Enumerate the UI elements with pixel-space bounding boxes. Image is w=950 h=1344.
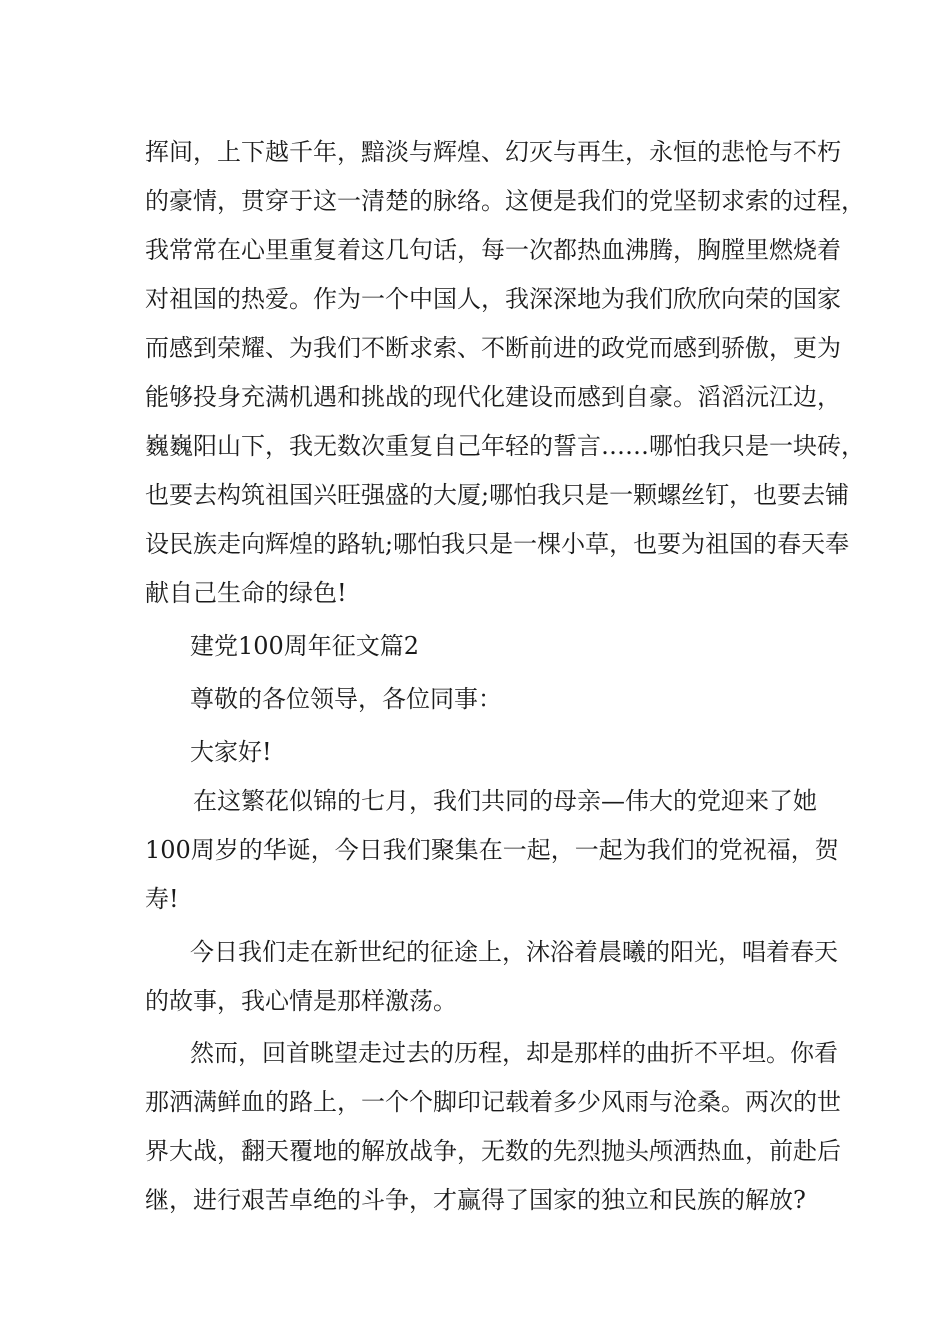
- text-line: 也要去构筑祖国兴旺强盛的大厦;哪怕我只是一颗螺丝钉，也要去铺: [145, 481, 850, 509]
- text-line: 设民族走向辉煌的路轨;哪怕我只是一棵小草，也要为祖国的春天奉: [145, 530, 850, 558]
- text-line: 的故事，我心情是那样激荡。: [145, 987, 457, 1015]
- text-line: 能够投身充满机遇和挑战的现代化建设而感到自豪。滔滔沅江边，: [145, 383, 841, 411]
- text-line: 界大战，翻天覆地的解放战争，无数的先烈抛头颅洒热血，前赴后: [145, 1137, 841, 1165]
- text-line: 献自己生命的绿色!: [145, 579, 347, 607]
- text-line: 巍巍阳山下，我无数次重复自己年轻的誓言……哪怕我只是一块砖，: [145, 432, 865, 460]
- text-line: 而感到荣耀、为我们不断求索、不断前进的政党而感到骄傲，更为: [145, 334, 841, 362]
- text-line: 的豪情，贯穿于这一清楚的脉络。这便是我们的党坚韧求索的过程，: [145, 187, 865, 215]
- text-line: 100周岁的华诞，今日我们聚集在一起，一起为我们的党祝福，贺: [145, 836, 839, 864]
- salutation: 尊敬的各位领导，各位同事：: [190, 685, 502, 713]
- text-line: 今日我们走在新世纪的征途上，沐浴着晨曦的阳光，唱着春天: [190, 938, 838, 966]
- text-line: 那洒满鲜血的路上，一个个脚印记载着多少风雨与沧桑。两次的世: [145, 1088, 841, 1116]
- text-line: 我常常在心里重复着这几句话，每一次都热血沸腾，胸膛里燃烧着: [145, 236, 841, 264]
- text-line: 寿!: [145, 885, 179, 913]
- text-line: 然而，回首眺望走过去的历程，却是那样的曲折不平坦。你看: [190, 1039, 838, 1067]
- text-line: 继，进行艰苦卓绝的斗争，才赢得了国家的独立和民族的解放?: [145, 1186, 806, 1214]
- text-line: 对祖国的热爱。作为一个中国人，我深深地为我们欣欣向荣的国家: [145, 285, 841, 313]
- text-line: 在这繁花似锦的七月，我们共同的母亲—伟大的党迎来了她: [193, 787, 817, 815]
- greeting: 大家好!: [190, 738, 272, 766]
- text-line: 挥间，上下越千年，黯淡与辉煌、幻灭与再生，永恒的悲怆与不朽: [145, 138, 841, 166]
- section-heading: 建党100周年征文篇2: [190, 632, 420, 660]
